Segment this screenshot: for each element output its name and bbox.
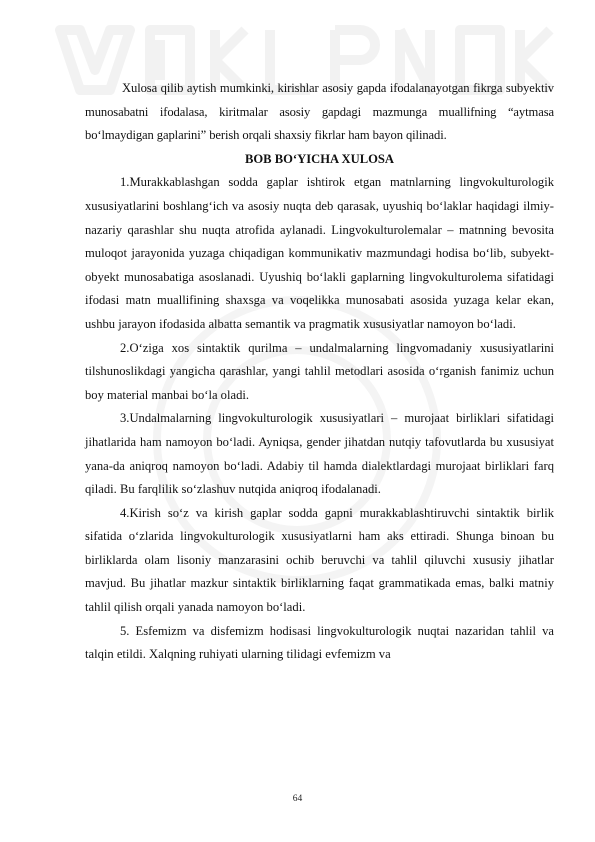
conclusion-paragraph-3: 3.Undalmalarning lingvokulturologik xususiyatlari – murojaat birliklari sifatidagi jihatlarida ham namoyon bo‘ladi. Ayniqsa, gender jihatdan nutqiy tafovutlarda bu xususiyat yana-da aniqroq namoyon bo‘ladi. Adabiy til hamda dialektlardagi murojaat birliklari farq qiladi. Bu farqlilik so‘zlashuv nutqida aniqroq ifodalanadi. (85, 411, 554, 497)
conclusion-paragraph-2: 2.O‘ziga xos sintaktik qurilma – undalmalarning lingvomadaniy xususiyatlarini tilshunoslikdagi yangicha qarashlar, yangi tahlil metodlari asosida o‘rganish fanimiz uchun boy material manbai bo‘la oladi. (85, 340, 554, 402)
document-body (85, 77, 554, 667)
conclusion-paragraph-5: 5. Esfemizm va disfemizm hodisasi lingvokulturologik nuqtai nazaridan tahlil va talqin etildi. Xalqning ruhiyati ularning tilidagi evfemizm va (85, 623, 554, 662)
conclusion-paragraph-4: 4.Kirish so‘z va kirish gaplar sodda gapni murakkablashtiruvchi sintaktik birlik sifatida o‘zlarida lingvokulturologik xususiyatlarni ham aks ettiradi. Shunga binoan bu birliklarda olam lisoniy manzarasini ochib beruvchi va tahlil qiluvchi xususiy jihatlar mavjud. Bu jihatlar mazkur sintaktik birliklarning faqat grammatikada emas, balki matniy tahlil qilish orqali yanada namoyon bo‘ladi. (85, 505, 554, 615)
intro-paragraph: Xulosa qilib aytish mumkinki, kirishlar asosiy gapda ifodalanayotgan fikrga subyektiv munosabatni ifodalasa, kiritmalar asosiy gapdagi mazmunga muallifning “aytmasa bo‘lmaydigan gaplarini” berish orqali shaxsiy fikrlar ham bayon qilinadi. (85, 81, 554, 143)
section-heading: BOB BO‘YICHA XULOSA (244, 151, 395, 166)
page-number: 64 (292, 794, 303, 804)
conclusion-paragraph-1: 1.Murakkablashgan sodda gaplar ishtirok etgan matnlarning lingvokulturologik xususiyatlarini boshlang‘ich va asosiy nuqta deb qarasak, uyushiq bo‘laklar haqidagi ilmiy-nazariy qarashlar shu nuqta atrofida aylanadi. Lingvokulturolemalar – matnning bevosita muloqot jarayonida yuzaga chiqadigan kommunikativ mazmundagi hodisa bo‘lib, subyekt-obyekt munosabatiga asoslanadi. Uyushiq bo‘lakli gaplarning lingvokulturolema sifatidagi ifodasi matn muallifining shaxsga va voqelikka munosabati asosida yuzaga kelar ekan, ushbu jarayon ifodasida albatta semantik va pragmatik xususiyatlar namoyon bo‘ladi. (85, 175, 554, 331)
